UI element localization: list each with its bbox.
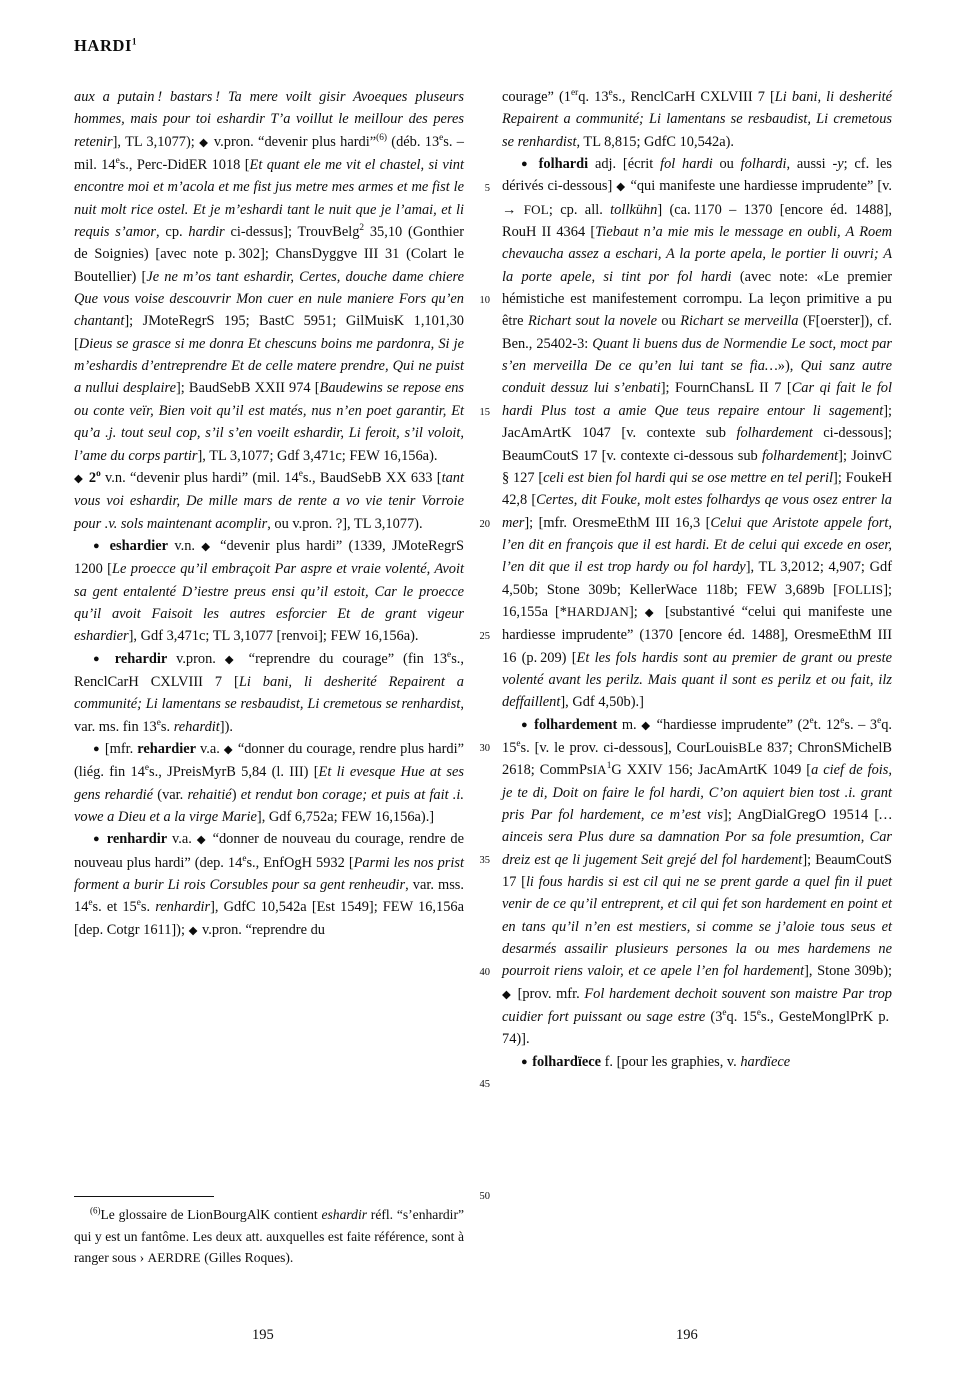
- dictionary-paragraph: ● renhardir v.a. ◆ “donner de nouveau du courage, rendre de nouveau plus hardi” (dep. 14es., EnfOgH 5932 [Parmi les nos prist forment a burir Li rois Corsubles pour sa gent renheudir, var. mss. 14es. et 15es. renhardir], GdfC 10,542a [Est 1549]; FEW 16,156a [dep. Cotgr 1611]); ◆ v.pron. “reprendre du: [74, 831, 465, 938]
- running-head-superscript: 1: [132, 36, 137, 47]
- line-number: 20: [479, 519, 490, 530]
- line-number: 35: [479, 855, 490, 866]
- page-title: [74, 36, 137, 56]
- line-number: 10: [479, 295, 490, 306]
- line-number: 5: [484, 183, 490, 194]
- dictionary-paragraph: ◆ 2$^o$ v.n. “devenir plus hardi” (mil. 14es., BaudSebB XX 633 [tant vous voi eshardir, De mille mars de rente a vo vie tenir Vorroie pour .v. sols maintenant acomplir, ou v.pron. ?], TL 3,1077).: [74, 469, 464, 532]
- line-number: 45: [479, 1079, 490, 1090]
- dictionary-paragraph: ● rehardir v.pron. ◆ “reprendre du courage” (fin 13es., RenclCarH CXLVIII 7 [Li bani, li desherité Repairent a communité; Li lamentans se resbaudist, Li cremetous se renhardist, var. ms. fin 13es. rehardit]).: [74, 649, 464, 735]
- dictionary-paragraph: ● folhardi adj. [écrit fol hardi ou folhardi, aussi -y; cf. les dérivés ci-dessous] ◆ “qui manifeste une hardiesse imprudente” [v. → FOL; cp. all. tollkühn] (ca. 1170 – 1370 [encore éd. 1488], RouH II 4364 [Tiebaut n’a mie mis le message en oubli, A Roem chevaucha assez a eschari, A la porte apela, le portier li ouvri; A la porte apele, si tint por fol hardi (avec note: «Le premier hémistiche est manifestement corrompu. La leçon primitive a pu être Richart sout la novele ou Richart se merveilla (F[oerster]), cf. Ben., 25402-3: Quant li buens dus de Normendie Le soct, moct par s’en merveilla De ce qu’en lui tant se fia…»), Qui sanz autre conduit dessuz lui s’enbati]; FournChansL II 7 [Car qi fait le fol hardi Plus tost a amie Que teus repaire entour li sagement]; JacAmArtK 1047 [v. contexte sub folhardement ci-dessous]; BeaumCoutS 17 [v. contexte ci-dessous sub folhardement]; JoinvC § 127 [celi est bien fol hardi qui se ose mettre en tel peril]; FoukeH 42,8 [Certes, dit Fouke, molt estes folhardys qe vous osez entrer la mer]; [mfr. OresmeEthM III 16,3 [Celui que Aristote appele fort, l’en dit en françois que il est hardi. Et de celui qui excede en oser, l’en dit que il est trop hardy ou fol hardy], TL 3,2012; 4,907; Gdf 4,50b; Stone 309b; KellerWace 118b; FEW 3,689b [FOLLIS]; 16,155a [*HARDJAN]; ◆ [substantivé “celui qui manifeste une hardiesse imprudente” (1370 [encore éd. 1488], OresmeEthM III 16 (p. 209) [Et les fols hardis sont au premier de grant ou preste volenté avant les perilz. Mais quant il sont es perilz et ou fait, ilz deffaillent], Gdf 4,50b).]: [502, 156, 893, 711]
- page-number-right: 196: [676, 1327, 698, 1343]
- footnote-block: [74, 1196, 464, 1269]
- line-number: 15: [479, 407, 490, 418]
- page-number-left: 195: [252, 1327, 274, 1343]
- line-number: 50: [479, 1191, 490, 1202]
- dictionary-paragraph: ● [mfr. rehardier v.a. ◆ “donner du courage, rendre plus hardi” (liég. fin 14es., JPreisMyrB 5,84 (l. III) [Et li evesque Hue at ses gens rehardié (var. rehaitié) et rendut bon corage; et puis at fait .i. vowe a Dieu et a la virge Marie], Gdf 6,752a; FEW 16,156a).]: [74, 740, 465, 825]
- dictionary-paragraph: aux a putain ! bastars ! Ta mere voilt gisir Avoeques pluseurs hommes, mais pour toi eshardir T’a voillut le meillour des peres retenir], TL 3,1077); ◆ v.pron. “devenir plus hardi”$^{(6)}$ (déb. 13es. – mil. 14es., Perc-DidER 1018 [Et quant ele me vit el chastel, si vint encontre moi et m’acola et me fist jus metre mes armes et me fist le nuit molt rice ostel. Et je m’eshardi tant le nuit que je l’amai, et li requis s’amor, cp. hardir ci-dessus]; TrouvBelg$^2$ 35,10 (Gonthier de Soignies) [avec note p. 302]; ChansDyggve III 31 (Colart le Boutellier) [Je ne m’os tant eshardir, Certes, douche dame chiere Que vous voise descouvrir Mon cuer en nule maniere Fors qu’en chantant]; JMoteRegrS 195; BastC 5951; GilMuisK 1,101,30 [Dieus se grasce si me donra Et chescuns boins me pardonra, Si je m’eshardis d’entreprendre Et de celle matere prendre, Qui ne puist a nullui desplaire]; BaudSebB XXII 974 [Baudewins se repose ens ou conte veïr, Bien voit qu’il est matés, nus n’en poet garantir, Et qu’a .j. tout seul cop, s’il s’en voeilt eshardir, Li feroit, s’il voloit, l’ame du corps partir], TL 3,1077; Gdf 3,471c; FEW 16,156a).: [74, 89, 464, 464]
- line-number: 40: [479, 967, 490, 978]
- line-number: 30: [479, 743, 490, 754]
- running-head-entry: HARDI: [74, 36, 133, 55]
- column-left: [74, 86, 464, 942]
- column-right: [502, 86, 892, 1073]
- dictionary-paragraph: ● folhardïece f. [pour les graphies, v. hardïece: [521, 1053, 791, 1070]
- footnote-text: $^{(6)}$Le glossaire de LionBourgAlK contient eshardir réfl. “s’enhardir” qui y est un fantôme. Les deux att. auxquelles est faite référence, sont à ranger sous › AERDRE (Gilles Roques).: [74, 1205, 465, 1265]
- footnote-separator-rule: [74, 1196, 214, 1197]
- dictionary-paragraph: ● folhardement m. ◆ “hardiesse imprudente” (2et. 12es. – 3eq. 15es. [v. le prov. ci-dessous], CourLouisBLe 837; ChronSMichelB 2618; CommPsIA$^1$G XXIV 156; JacAmArtK 1049 [a cief de fois, je te di, Doit on faire le fol hardi, C’on aquiert bien tost .i. grant pris Par fol hardement, ce m’est vis]; AngDialGregO 19514 […ainceis sera Plus dure sa damnation Por sa fole presumtion, Car dreiz est qe li jugement Seit grejé del fol hardement]; BeaumCoutS 17 [li fous hardis si est cil qui ne se prent garde a quel fin il puet venir de ce qu’il entreprent, et cil qui fet son hardement en point et en tans qu’il n’en est mestiers, si comme se j’aloie tous seus et desarmés assailir plusieurs persones la ou mes hardemens ne pourroit riens valoir, et ce apele l’en fol hardement], Stone 309b); ◆ [prov. mfr. Fol hardement dechoit souvent son maistre Par trop cuidier fort puissant ou sage estre (3eq. 15es., GesteMonglPrK p. 74)].: [502, 715, 893, 1048]
- dictionary-paragraph: courage” (1erq. 13es., RenclCarH CXLVIII 7 [Li bani, li desherité Repairent a communité; Li lamentans se resbaudist, Li cremetous se renhardist, TL 8,815; GdfC 10,542a).: [502, 88, 893, 150]
- line-number: 25: [479, 631, 490, 642]
- dictionary-paragraph: ● eshardier v.n. ◆ “devenir plus hardi” (1339, JMoteRegrS 1200 [Le proecce qu’il embraçoit Par aspre et vraie volenté, Avoit sa gent entalenté D’iestre preus ensi qu’il estoit, Car le proecce qu’il avoit Faisoit les autres esforcier Et de grant vigeur eshardier], Gdf 3,471c; TL 3,1077 [renvoi]; FEW 16,156a).: [74, 537, 465, 645]
